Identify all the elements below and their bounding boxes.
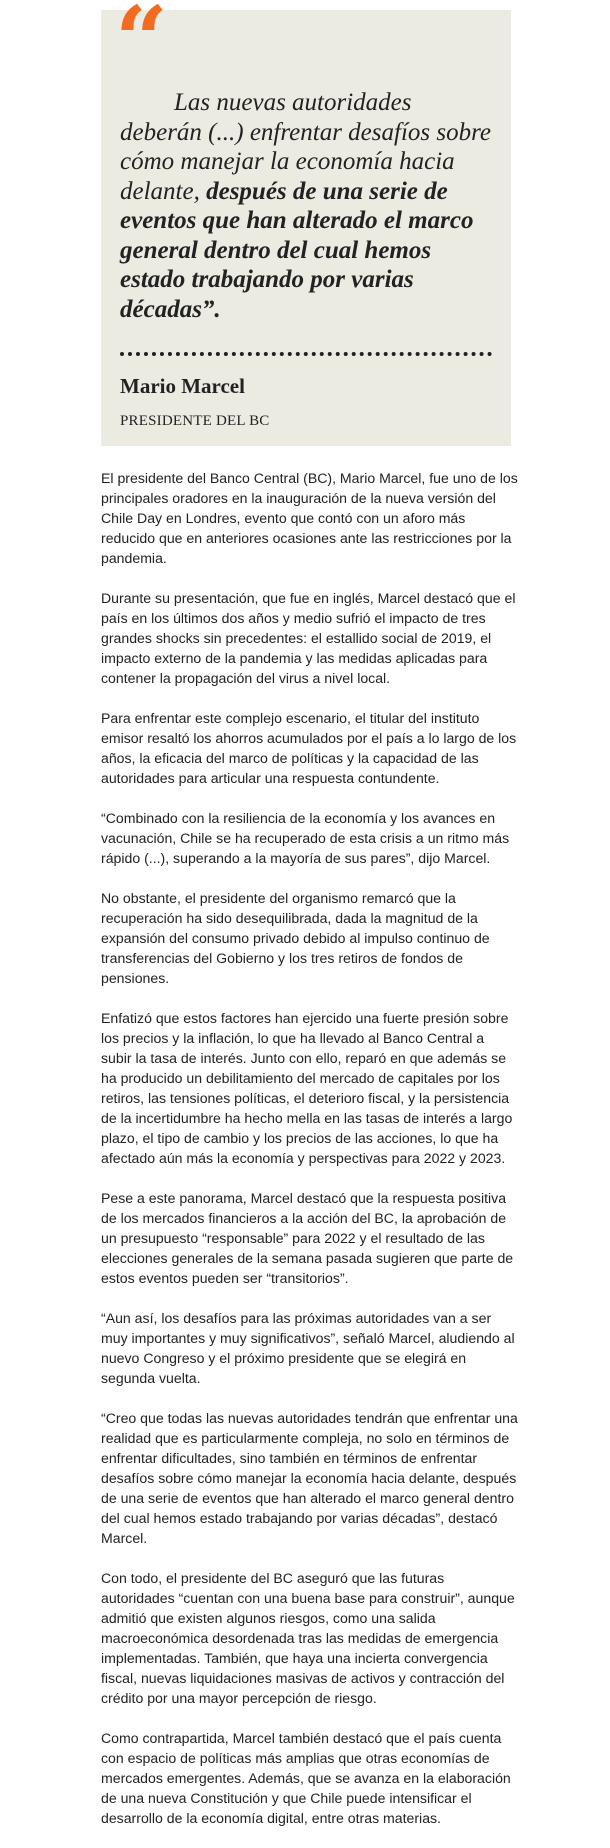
article-paragraph: Pese a este panorama, Marcel destacó que la respuesta positiva de los mercados financieros a la acción del BC, la aprobación de un presupuesto “responsable” para 2022 y el resultado de las elecciones generales de la semana pasada sugieren que parte de estos eventos pueden ser “transitorios”. [101,1190,514,1286]
article-paragraph: “Aun así, los desafíos para las próximas autoridades van a ser muy importantes y muy significativos”, señaló Marcel, aludiendo al nuevo Congreso y el próximo presidente que se elegirá en segunda vuelta. [101,1310,515,1386]
quote-text-bold: después de una serie de eventos que han alterado el marco general dentro del cual hemos estado trabajando por varias décadas”. [120,177,474,323]
article-paragraph: Durante su presentación, que fue en inglés, Marcel destacó que el país en los últimos dos años y medio sufrió el impacto de tres grandes shocks sin precedentes: el estallido social de 2019, el impacto externo de la pandemia y las medidas aplicadas para contener la propagación del virus a nivel local. [101,590,516,686]
quote-mark-icon: “ [115,0,168,94]
quote-divider [120,352,492,356]
quote-author: Mario Marcel [120,374,245,398]
quote-text [120,88,495,324]
article-paragraph: No obstante, el presidente del organismo remarcó que la recuperación ha sido desequilibrada, dada la magnitud de la expansión del consumo privado debido al impulso continuo de transferencias del Gobierno y los tres retiros de fondos de pensiones. [101,890,490,986]
article-paragraph: Con todo, el presidente del BC aseguró que las futuras autoridades “cuentan con una buena base para construir”, aunque admitió que existen algunos riesgos, como una salida macroeconómica desordenada tras las medidas de emergencia implementadas. También, que haya una incierta convergencia fiscal, nuevas liquidaciones masivas de activos y contracción del crédito por una mayor percepción de riesgo. [101,1570,515,1706]
pull-quote [101,0,511,446]
article-paragraph: Como contrapartida, Marcel también destacó que el país cuenta con espacio de políticas más amplias que otras economías de mercados emergentes. Además, que se avanza en la elaboración de una nueva Constitución y que Chile puede intensificar el desarrollo de la economía digital, entre otras materias. [101,1730,511,1826]
quote-text-plain: Las nuevas autoridades deberán (...) enfrentar desafíos sobre cómo manejar la economía hacia delante, [120,89,492,205]
article-paragraph: Para enfrentar este complejo escenario, el titular del instituto emisor resaltó los ahorros acumulados por el país a lo largo de los años, la eficacia del marco de políticas y la capacidad de las autoridades para articular una respuesta contundente. [101,710,517,786]
article-paragraph: “Creo que todas las nuevas autoridades tendrán que enfrentar una realidad que es particularmente compleja, no solo en términos de enfrentar dificultades, sino también en términos de enfrentar desafíos sobre cómo manejar la economía hacia delante, después de una serie de eventos que han alterado el marco general dentro del cual hemos estado trabajando por varias décadas”, destacó Marcel. [101,1410,518,1546]
article-body [101,468,518,1848]
quote-author-role: PRESIDENTE DEL BC [120,413,270,429]
article-paragraph: “Combinado con la resiliencia de la economía y los avances en vacunación, Chile se ha recuperado de esta crisis a un ritmo más rápido (...), superando a la mayoría de sus pares”, dijo Marcel. [101,810,510,866]
article-paragraph: El presidente del Banco Central (BC), Mario Marcel, fue uno de los principales oradores en la inauguración de la nueva versión del Chile Day en Londres, evento que contó con un aforo más reducido que en anteriores ocasiones ante las restricciones por la pandemia. [101,470,518,566]
article-paragraph: Enfatizó que estos factores han ejercido una fuerte presión sobre los precios y la inflación, lo que ha llevado al Banco Central a subir la tasa de interés. Junto con ello, reparó en que además se ha producido un debilitamiento del mercado de capitales por los retiros, las tensiones políticas, el deterioro fiscal, y la persistencia de la incertidumbre ha hecho mella en las tasas de interés a largo plazo, el tipo de cambio y los precios de las acciones, lo que ha afectado aún más la economía y perspectivas para 2022 y 2023. [101,1010,513,1166]
